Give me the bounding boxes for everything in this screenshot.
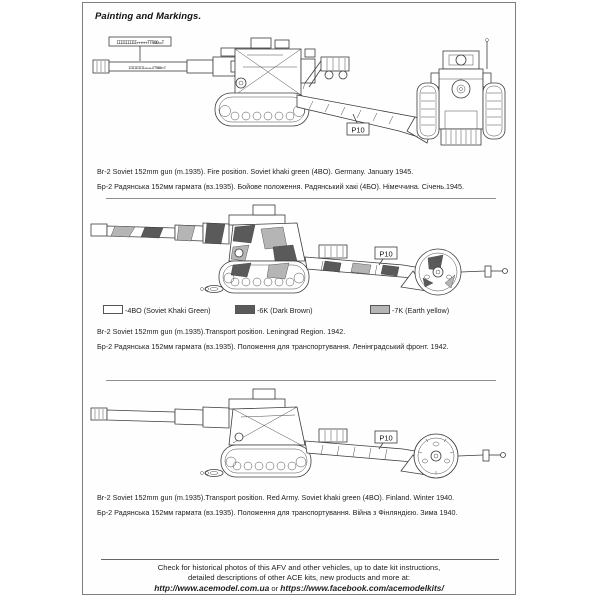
page-title: Painting and Markings. [95,11,202,22]
gun-barrel-side [93,57,239,76]
footer-line-2: detailed descriptions of other ACE kits, new products and more at: [187,573,411,582]
caption-ua: Бр-2 Радянська 152мм гармата (вз.1935). Положення для транспортування. Війна з Фінляндією. Зима 1940. [97,508,458,517]
caption-ua: Бр-2 Радянська 152мм гармата (вз.1935). Бойове положення. Радянський хакі (4БО). Німеччина. Січень.1945. [97,182,465,191]
limber-hitch [458,450,506,461]
legend-swatch-4bo [103,305,123,314]
caption-section-1 [97,164,464,194]
caption-section-3 [97,490,458,520]
decal-p10-label: P10 [379,249,393,259]
illustration-transport-plain [83,385,517,489]
decal-callout [375,247,397,265]
section-divider [106,198,496,199]
tow-hook [201,286,224,293]
footer-line-1: Check for historical photos of this AFV and other vehicles, up to date kit instructions, [157,563,441,572]
ammo-box [319,245,347,258]
legend-label-7k: -7K (Earth yellow) [392,306,450,315]
legend-swatch-6k [235,305,255,314]
trail-beam [305,257,427,291]
limber-wheel [415,249,461,295]
decal-callout [375,431,397,449]
barrel-markings-callout [109,37,171,61]
gun-barrel-side [91,407,229,428]
barrel-markings-on-tube: IIIIIIIIIII++++++TTT000==T [128,66,166,70]
legend-swatch-7k [370,305,390,314]
trail-beam [297,95,433,143]
footer-divider [101,559,499,560]
limber-wheel [414,434,458,478]
footer-or-text: or [269,584,281,593]
illustration-fire-position [83,31,517,163]
barrel-markings-text: IIIIIIIIIII++++++TTT000==T [116,40,164,45]
tow-hook [201,470,224,477]
caption-ua: Бр-2 Радянська 152мм гармата (вз.1935). Положення для транспортування. Ленінградський фронт. 1942. [97,342,449,351]
decal-p10-label: P10 [351,125,365,135]
track-unit [215,93,309,126]
gun-front-view [417,39,505,146]
caption-section-2 [97,324,449,354]
limber-hitch [461,266,508,277]
legend-label-4bo: -4BO (Soviet Khaki Green) [125,306,211,315]
legend-label-6k: -6K (Dark Brown) [257,306,313,315]
track-unit [219,261,309,293]
gun-carriage [229,205,305,261]
decal-p10-label: P10 [379,433,393,443]
caption-en: Br-2 Soviet 152mm gun (m.1935).Transport position. Red Army. Soviet khaki green (4BO). Finland. Winter 1940. [97,493,455,502]
ammo-box [319,429,347,442]
gun-carriage [229,389,305,445]
caption-en: Br-2 Soviet 152mm gun (m.1935).Transport position. Leningrad Region. 1942. [97,327,346,336]
gun-carriage [221,38,315,95]
caption-en: Br-2 Soviet 152mm gun (m.1935). Fire position. Soviet khaki green (4BO). Germany. January 1945. [97,167,414,176]
trail-beam [305,441,427,475]
track-unit [221,445,311,477]
section-divider [106,380,496,381]
acemodel-url: http://www.acemodel.com.ua [154,583,270,593]
gun-barrel-side [91,223,229,244]
footer-line-3 [83,583,515,593]
illustration-transport-camo [83,203,517,299]
instruction-sheet-page [82,2,516,595]
facebook-url: https://www.facebook.com/acemodelkits/ [280,583,444,593]
